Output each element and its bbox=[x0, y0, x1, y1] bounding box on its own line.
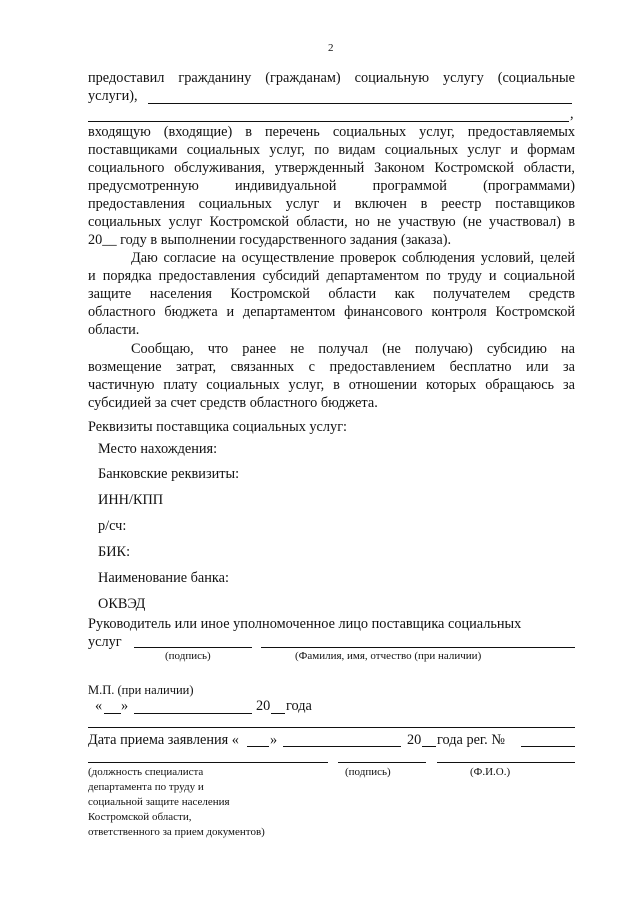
official-fio-blank bbox=[437, 762, 575, 763]
p2-line-5: предоставления социальных услуг и включен в реестр поставщиков bbox=[88, 196, 575, 212]
p4-line-2: возмещение затрат, связанных с предоставлением бесплатно или за bbox=[88, 359, 575, 375]
p2-line-4-word-4: (программами) bbox=[483, 178, 575, 194]
receipt-year-blank bbox=[422, 746, 436, 747]
stamp-date-open-quote: « bbox=[95, 698, 103, 714]
p1-line-3-comma: , bbox=[570, 106, 574, 122]
receipt-reg-number-blank bbox=[521, 746, 575, 747]
p2-line-4-word-3: программой bbox=[372, 178, 447, 194]
stamp-year-prefix: 20 bbox=[256, 698, 271, 714]
p2-line-2: поставщиками социальных услуг, по видам социальных услуг и формам bbox=[88, 142, 575, 158]
p4-line-4: субсидией за счет средств областного бюджета. bbox=[88, 395, 378, 411]
p4-line-3: частичную плату социальных услуг, в отношении которых обращаюсь за bbox=[88, 377, 575, 393]
requisite-bank-details: Банковские реквизиты: bbox=[98, 466, 240, 482]
official-position-caption-3: социальной защите населения bbox=[88, 796, 230, 808]
requisite-inn-kpp: ИНН/КПП bbox=[98, 492, 164, 508]
service-name-blank-1 bbox=[148, 103, 572, 104]
p2-line-6: социальных услуг Костромской области, но не участвую (не участвовал) в bbox=[88, 214, 575, 230]
stamp-date-close-quote: » bbox=[121, 698, 129, 714]
official-position-caption-4: Костромской области, bbox=[88, 811, 192, 823]
receipt-year: 20 bbox=[407, 732, 422, 748]
p2-line-4 bbox=[88, 178, 575, 195]
head-sign-line-2: услуг bbox=[88, 634, 122, 650]
p2-line-1: входящую (входящие) в перечень социальных услуг, предоставляемых bbox=[88, 124, 575, 140]
head-signature-blank bbox=[134, 647, 252, 648]
stamp-year-suffix: года bbox=[286, 698, 312, 714]
receipt-close-quote: » bbox=[270, 732, 278, 748]
p3-line-4: областного бюджета и департаментом финансового контроля Костромской bbox=[88, 304, 575, 320]
stamp-label: М.П. (при наличии) bbox=[88, 683, 194, 697]
official-signature-caption: (подпись) bbox=[345, 766, 391, 778]
p3-line-3: защите населения Костромской области как получателем средств bbox=[88, 286, 575, 302]
head-fio-caption: (Фамилия, имя, отчество (при наличии) bbox=[295, 650, 482, 662]
p1-line-2: услуги), bbox=[88, 88, 138, 104]
requisite-location: Место нахождения: bbox=[98, 441, 218, 457]
stamp-day-blank bbox=[104, 713, 121, 714]
receipt-suffix: года рег. № bbox=[437, 732, 505, 748]
official-position-caption-1: (должность специалиста bbox=[88, 766, 204, 778]
receipt-day-blank bbox=[247, 746, 269, 747]
p2-line-3: социального обслуживания, утвержденный Законом Костромской области, bbox=[88, 160, 575, 176]
head-signature-caption: (подпись) bbox=[165, 650, 211, 662]
official-fio-caption: (Ф.И.О.) bbox=[470, 766, 511, 778]
official-position-caption-2: департамента по труду и bbox=[88, 781, 204, 793]
stamp-month-blank bbox=[134, 713, 252, 714]
requisite-bank-name: Наименование банка: bbox=[98, 570, 229, 586]
requisite-bik: БИК: bbox=[98, 544, 131, 560]
receipt-label: Дата приема заявления « bbox=[88, 732, 239, 748]
p3-line-1: Даю согласие на осуществление проверок соблюдения условий, целей bbox=[131, 250, 575, 266]
head-sign-line-1: Руководитель или иное уполномоченное лицо поставщика социальных bbox=[88, 616, 522, 632]
official-position-caption-5: ответственного за прием документов) bbox=[88, 826, 265, 838]
requisite-account: р/сч: bbox=[98, 518, 127, 534]
page-number: 2 bbox=[328, 42, 334, 54]
official-position-blank bbox=[88, 762, 328, 763]
receipt-month-blank bbox=[283, 746, 401, 747]
service-name-blank-2 bbox=[88, 121, 569, 122]
p3-line-2: и порядка предоставления субсидий департаментом по труду и социальной bbox=[88, 268, 575, 284]
p3-line-5: области. bbox=[88, 322, 140, 338]
p4-line-1: Сообщаю, что ранее не получал (не получаю) субсидию на bbox=[131, 341, 575, 357]
head-fio-blank bbox=[261, 647, 575, 648]
p1-line-1: предоставил гражданину (гражданам) социальную услугу (социальные bbox=[88, 70, 575, 86]
stamp-year-blank bbox=[271, 713, 285, 714]
requisite-okved: ОКВЭД bbox=[98, 596, 146, 612]
separator-line-1 bbox=[88, 727, 575, 728]
p2-line-4-word-2: индивидуальной bbox=[235, 178, 337, 194]
requisites-heading: Реквизиты поставщика социальных услуг: bbox=[88, 419, 348, 435]
official-signature-blank bbox=[338, 762, 426, 763]
p2-line-4-word-1: предусмотренную bbox=[88, 178, 199, 194]
p2-line-7: 20__ году в выполнении государственного задания (заказа). bbox=[88, 232, 452, 248]
